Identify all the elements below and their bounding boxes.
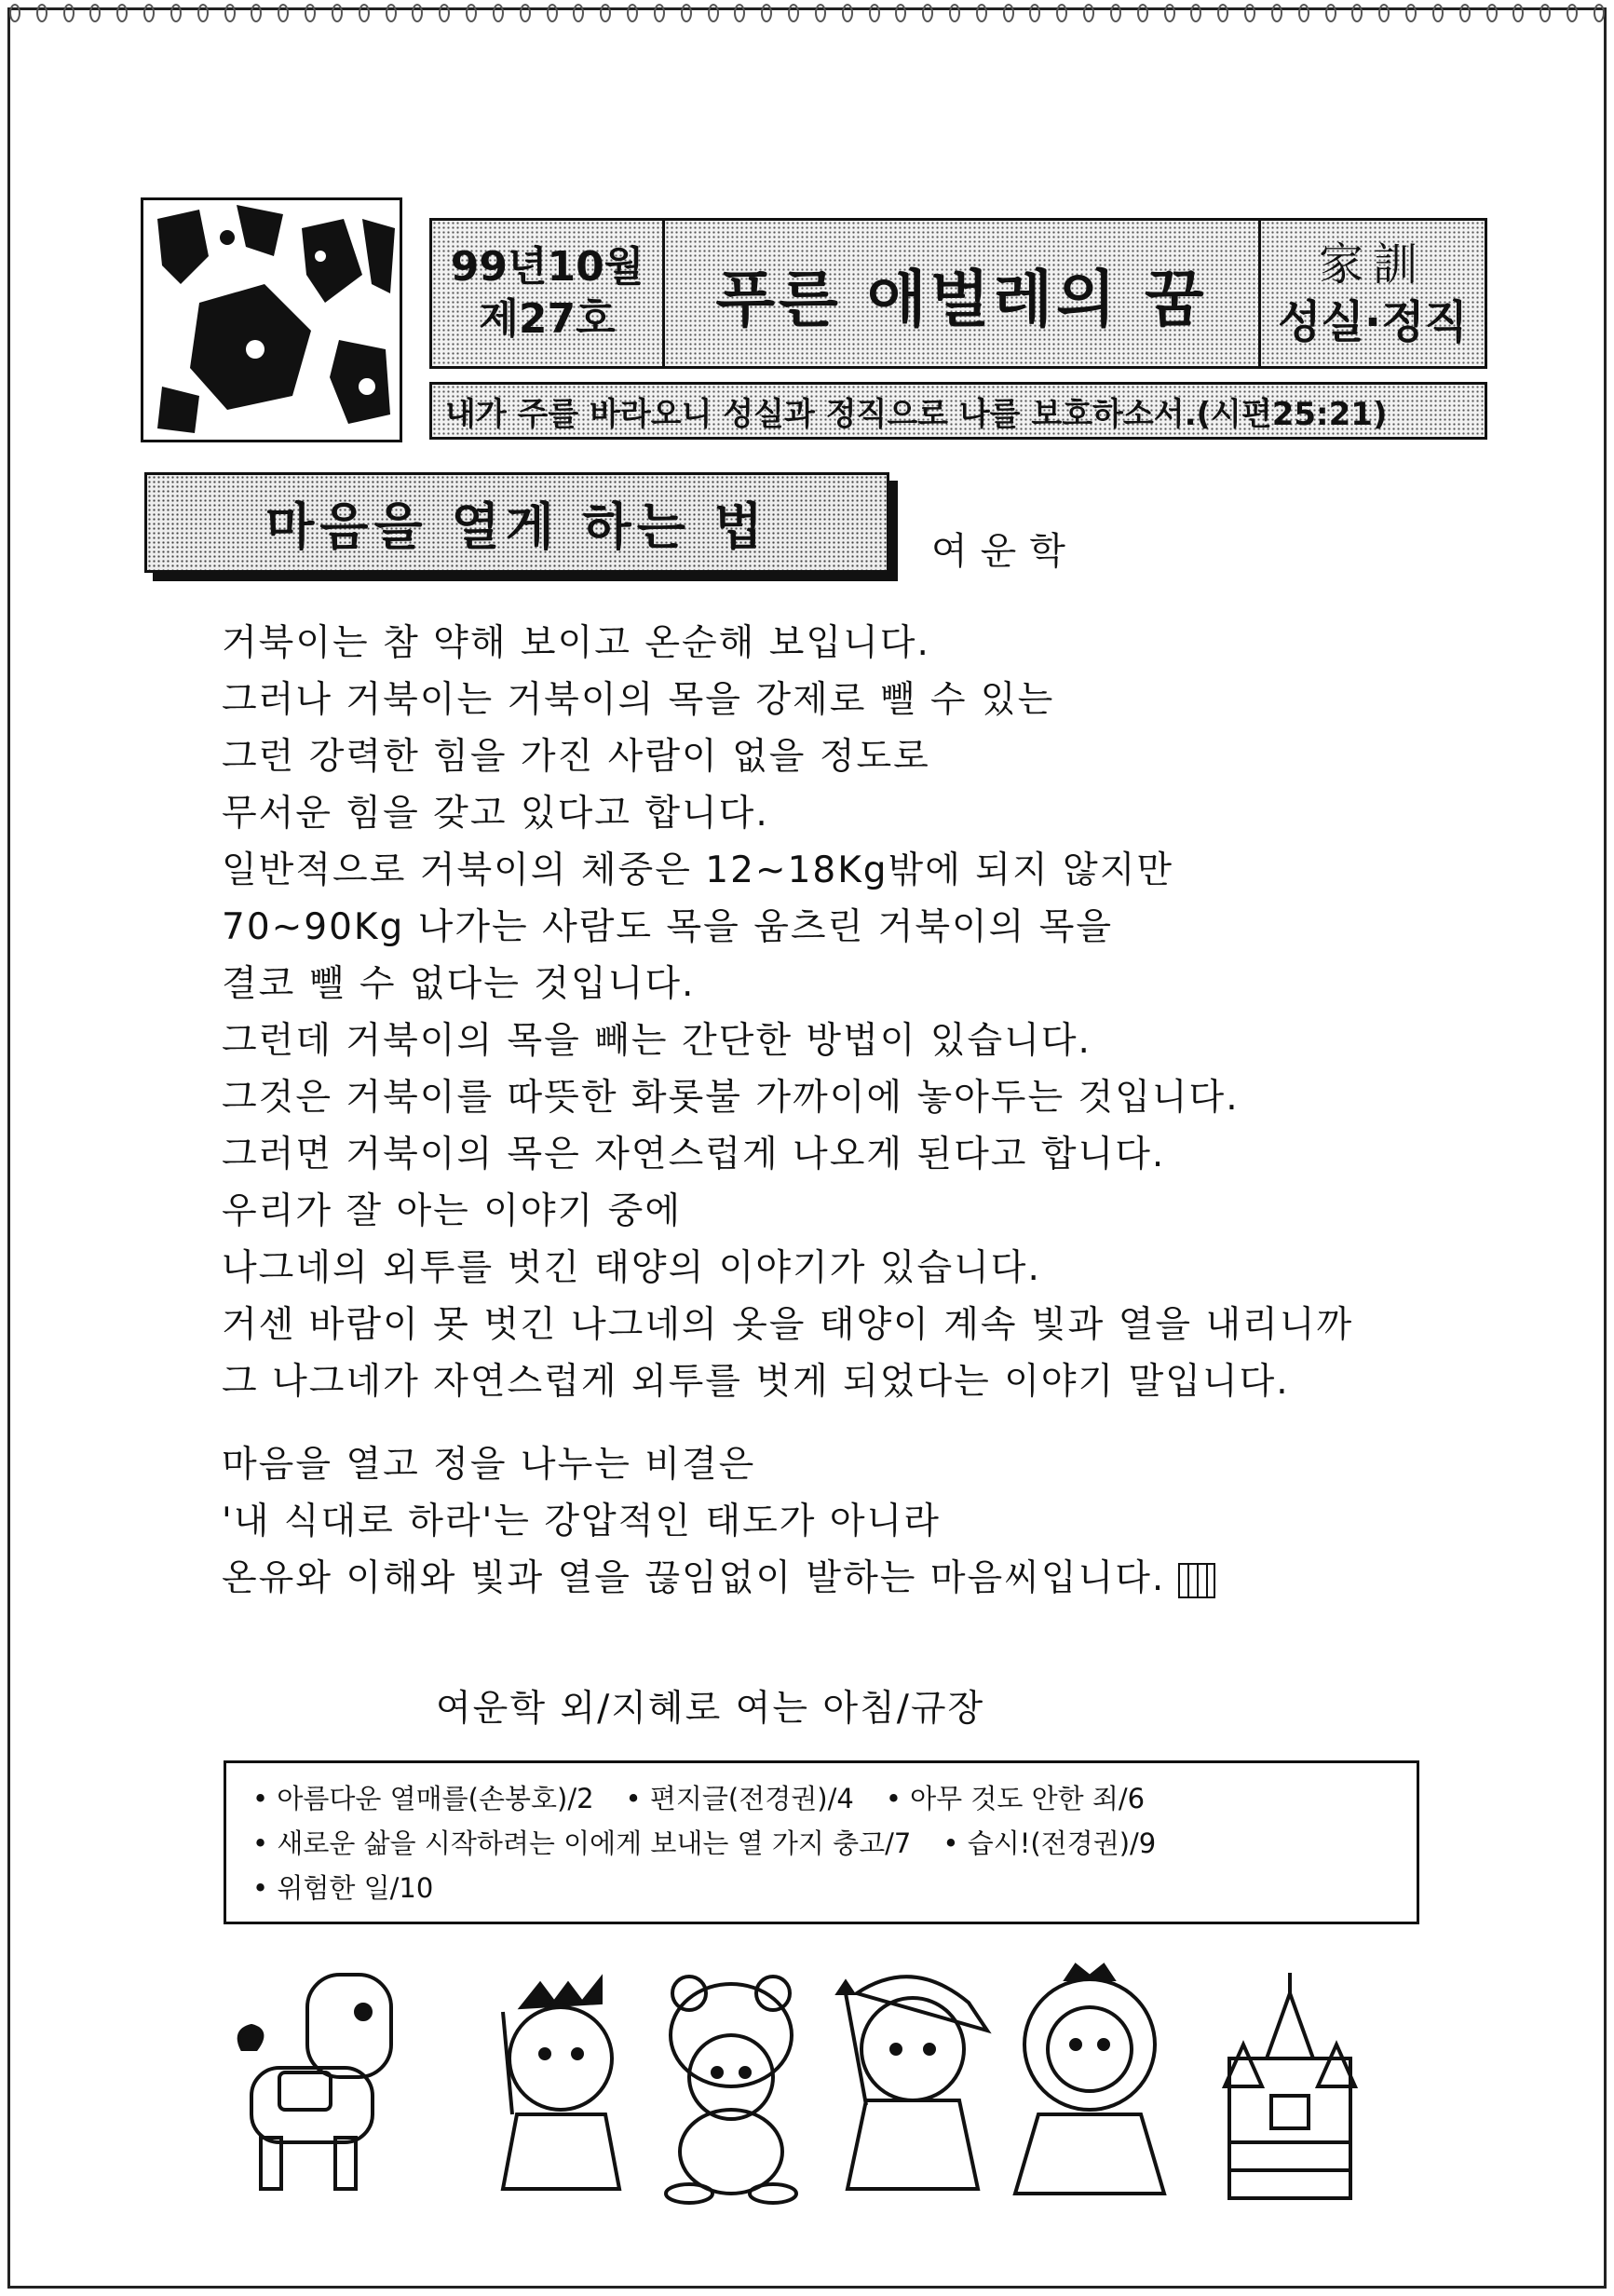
body-line: 결코 뺄 수 없다는 것입니다. [222,963,696,1005]
newsletter-title-cell [665,221,1261,366]
binding-ring [251,4,262,22]
binding-ring [1056,4,1067,22]
binding-ring [1190,4,1201,22]
binding-ring [1083,4,1094,22]
binding-ring [1378,4,1390,22]
body-line: 그런 강력한 힘을 가진 사람이 없을 정도로 [222,736,930,778]
body-line: 그것은 거북이를 따뜻한 화롯불 가까이에 놓아두는 것입니다. [222,1077,1240,1119]
binding-ring [761,4,772,22]
character-illustrations [224,1956,1472,2208]
contents-item: • 위험한 일/10 [252,1872,433,1904]
binding-ring [224,4,236,22]
binding-ring [1567,4,1578,22]
bear-costume-child-icon [666,1977,796,2203]
contents-box [224,1760,1419,1924]
binding-ring [466,4,477,22]
body-line: 나그네의 외투를 벗긴 태양의 이야기가 있습니다. [222,1247,1041,1289]
prince-icon [503,1979,619,2189]
binding-ring [1029,4,1040,22]
paragraph-gap [222,1410,1544,1436]
binding-ring [412,4,423,22]
binding-ring [1217,4,1228,22]
binding-ring [788,4,799,22]
binding-ring [708,4,719,22]
cover-photo [141,197,402,442]
binding-ring [600,4,611,22]
photo-texture [143,200,400,440]
binding-ring [842,4,853,22]
binding-ring [1432,4,1444,22]
body-line: 그런데 거북이의 목을 빼는 간단한 방법이 있습니다. [222,1020,1092,1062]
article-body [222,615,1544,1607]
binding-ring [116,4,128,22]
binding-ring [1459,4,1471,22]
body-line: 우리가 잘 아는 이야기 중에 [222,1190,683,1232]
contents-row [252,1821,1390,1866]
body-line: 70~90Kg 나가는 사람도 목을 움츠린 거북이의 목을 [222,906,1114,948]
castle-icon [1225,1973,1355,2198]
binding-ring [1325,4,1336,22]
binding-ring [305,4,316,22]
article-source [436,1679,984,1732]
binding-ring [520,4,531,22]
binding-ring [1539,4,1551,22]
body-line: 온유와 이해와 빛과 열을 끊임없이 발하는 마음씨입니다. [222,1550,1544,1607]
binding-ring [1512,4,1524,22]
binding-ring [654,4,665,22]
binding-ring [386,4,397,22]
binding-ring [547,4,558,22]
source-text: 여운학 외/지혜로 여는 아침/규장 [436,1688,985,1730]
body-line: 일반적으로 거북이의 체중은 12~18Kg밖에 되지 않지만 [222,849,1174,891]
motto-text: 성실·정직 [1278,296,1468,348]
binding-ring [170,4,182,22]
binding-ring [1594,4,1605,22]
binding-ring [332,4,343,22]
body-line: 거센 바람이 못 벗긴 나그네의 옷을 태양이 계속 빛과 열을 내리니까 [222,1304,1354,1346]
binding-ring [359,4,370,22]
masthead-top-row [429,218,1487,369]
issue-info [432,221,665,366]
contents-item: • 새로운 삶을 시작하려는 이에게 보내는 열 가지 충고/7 [252,1827,911,1859]
newsletter-title: 푸른 애벌레의 꿈 [715,263,1208,335]
article-author: 여운학 [931,530,1078,573]
body-line: 거북이는 참 약해 보이고 온순해 보입니다. [222,622,930,664]
binding-ring [493,4,504,22]
contents-item: • 아무 것도 안한 죄/6 [886,1783,1145,1814]
body-line: 그러면 거북이의 목은 자연스럽게 나오게 된다고 합니다. [222,1134,1166,1175]
binding-ring [1110,4,1121,22]
binding-ring [1298,4,1309,22]
binding-ring [1137,4,1148,22]
binding-ring [1164,4,1175,22]
body-line: '내 식대로 하라'는 강압적인 태도가 아니라 [222,1501,941,1542]
wizard-child-icon [838,1977,987,2189]
horse-icon [239,1975,391,2189]
masthead [429,218,1487,442]
contents-row [252,1866,1390,1910]
binding-ring [197,4,209,22]
binding-ring [9,4,20,22]
contents-item: • 아름다운 열매를(손봉호)/2 [252,1783,594,1814]
binding-ring [627,4,638,22]
binding-ring [922,4,933,22]
body-line: 그러나 거북이는 거북이의 목을 강제로 뺄 수 있는 [222,679,1055,721]
article-title: 마음을 열게 하는 법 [144,472,889,573]
bible-verse: 내가 주를 바라오니 성실과 정직으로 나를 보호하소서.(시편25:21) [429,382,1487,440]
binding-ring [36,4,47,22]
spiral-binding [9,4,1605,24]
binding-ring [439,4,450,22]
end-mark-icon [1178,1563,1215,1598]
contents-row [252,1776,1390,1821]
binding-ring [895,4,906,22]
issue-date: 99년10월 [450,243,644,291]
binding-ring [869,4,880,22]
binding-ring [278,4,289,22]
family-motto [1261,221,1485,366]
binding-ring [1244,4,1255,22]
binding-ring [1486,4,1498,22]
binding-ring [949,4,960,22]
motto-hanja: 家訓 [1318,238,1427,291]
binding-ring [1351,4,1363,22]
contents-item: • 습시!(전경권)/9 [943,1827,1156,1859]
issue-number: 제27호 [479,295,616,343]
body-line: 그 나그네가 자연스럽게 외투를 벗게 되었다는 이야기 말입니다. [222,1361,1290,1403]
binding-ring [1271,4,1282,22]
binding-ring [63,4,75,22]
binding-ring [1003,4,1014,22]
binding-ring [681,4,692,22]
binding-ring [1405,4,1417,22]
binding-ring [815,4,826,22]
binding-ring [976,4,987,22]
body-line: 마음을 열고 정을 나누는 비결은 [222,1444,756,1486]
binding-ring [143,4,155,22]
body-line: 무서운 힘을 갖고 있다고 합니다. [222,793,769,835]
binding-ring [573,4,584,22]
binding-ring [89,4,101,22]
lion-costume-child-icon [1015,1965,1164,2194]
binding-ring [734,4,745,22]
contents-item: • 편지글(전경권)/4 [626,1783,854,1814]
